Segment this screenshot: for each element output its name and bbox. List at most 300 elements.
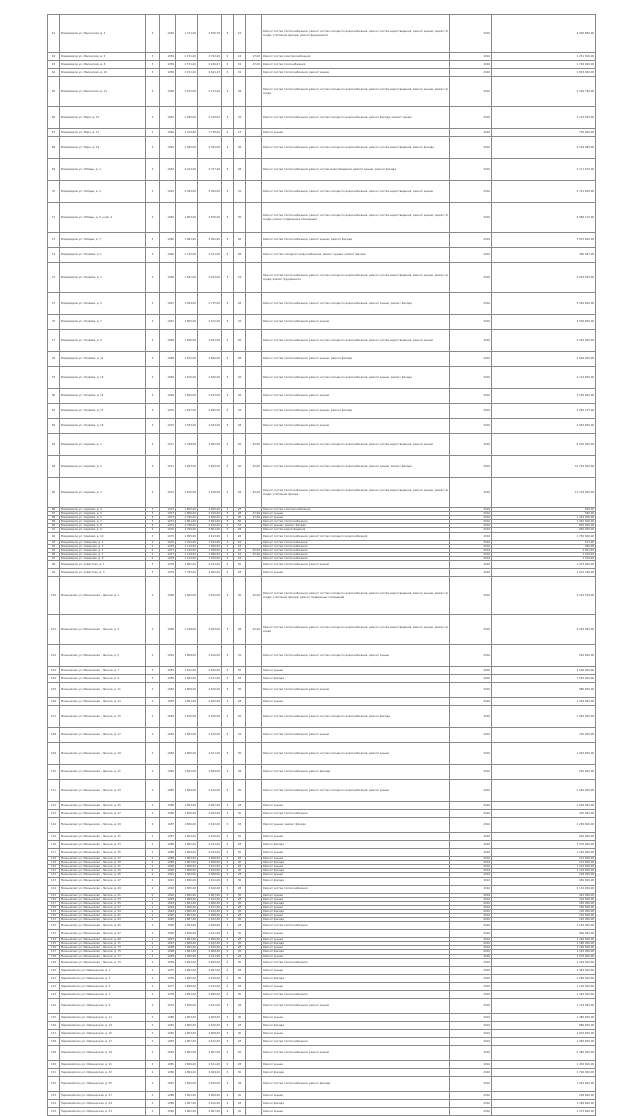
row-number: 95 [48,548,60,552]
year-cell: 1959 [160,61,176,69]
address-cell: Первомайское ул. Офицерская, д. 1 [60,966,146,974]
wear-cell [246,780,262,802]
flats-cell: 34 [234,61,246,69]
area-cell: 1 806,00 [176,869,198,873]
area-cell: 1 972,00 [176,77,198,107]
total-area-cell: 2 612,00 [198,918,222,922]
period-cell: 2016 [450,77,492,107]
row-number: 153 [48,1091,60,1099]
total-area-cell: 2 612,00 [198,780,222,802]
period-cell: 2016 [450,909,492,913]
category-cell: 2 [146,909,160,913]
address-cell: Владимиров ул. Садовая, д. 3 [60,478,146,508]
address-cell: Владимиров ул. Малинская, д. 3 [60,15,146,53]
period-cell: 2016 [450,982,492,990]
address-cell: Владимиров ул. Победы, д. 5, корп. 2 [60,203,146,233]
area-cell: 1 806,00 [176,512,198,516]
category-cell: 3 [146,248,160,263]
floors-cell: 5 [222,520,234,524]
area-cell: 1 802,00 [176,966,198,974]
category-cell: 2 [146,667,160,675]
floors-cell: 5 [222,950,234,954]
flats-cell: 32 [234,181,246,203]
row-number: 125 [48,893,60,897]
total-area-cell: 2 876,00 [198,203,222,233]
floors-cell: 5 [222,561,234,569]
wear-cell [246,1021,262,1029]
floors-cell: 5 [222,905,234,909]
row-number: 132 [48,922,60,930]
period-cell: 2016 [450,1045,492,1060]
wear-cell: 47,00 [246,516,262,520]
total-area-cell: 2 607,00 [198,966,222,974]
total-area-cell: 2 665,00 [198,434,222,456]
flats-cell: 30 [234,1107,246,1115]
floors-cell: 5 [222,389,234,404]
wear-cell [246,77,262,107]
area-cell: 1 809,00 [176,849,198,857]
area-cell: 1 805,00 [176,885,198,893]
flats-cell: 28 [234,922,246,930]
total-area-cell: 2 610,00 [198,974,222,982]
period-cell: 2016 [450,954,492,958]
period-cell: 2016 [450,1091,492,1099]
floors-cell: 5 [222,159,234,181]
category-cell: 2 [146,901,160,905]
total-area-cell: 1 738,00 [198,129,222,137]
floors-cell: 4 [222,107,234,129]
year-cell: 1984 [160,728,176,743]
table-row [48,61,596,69]
address-cell: Владимиров ул. Малинская, д. 5 [60,53,146,61]
works-cell: Ремонт крыши [262,982,450,990]
row-number: 143 [48,990,60,998]
works-cell: Ремонт систем теплоснабжения; ремонт систем холодного водоснабжения; ремонт фасада [262,706,450,728]
table-row [48,577,596,615]
floors-cell: 5 [222,577,234,615]
flats-cell: 30 [234,520,246,524]
row-number: 91 [48,528,60,532]
cost-cell: 1 550 000,00 [492,675,596,683]
total-area-cell: 1 666,00 [198,552,222,556]
period-cell: 2016 [450,810,492,818]
category-cell: 2 [146,577,160,615]
row-number: 100 [48,577,60,615]
cost-cell: 4 300 882,00 [492,15,596,53]
row-number: 85 [48,478,60,508]
cost-cell: 1 120 000,00 [492,869,596,873]
cost-cell: 6 220 000,00 [492,615,596,645]
cost-cell: 240 000,00 [492,765,596,780]
flats-cell: 30 [234,810,246,818]
year-cell: 1988 [160,849,176,857]
period-cell: 2016 [450,802,492,810]
address-cell: Мельниково ул. Мельниково - Лесное, д. 67 [60,930,146,938]
year-cell: 1966 [160,263,176,293]
row-number: 154 [48,1099,60,1107]
works-cell: Ремонт крыши [262,1091,450,1099]
total-area-cell: 2 426,67 [198,61,222,69]
flats-cell: 28 [234,77,246,107]
table-row [48,667,596,675]
table-row [48,810,596,818]
address-cell: Мельниково ул. Мельниково - Лесное, д. 65 [60,922,146,930]
row-number: 77 [48,330,60,352]
row-number: 108 [48,728,60,743]
period-cell: 2016 [450,181,492,203]
row-number: 145 [48,1013,60,1021]
cost-cell: 1 000 000,00 [492,802,596,810]
row-number: 116 [48,841,60,849]
period-cell: 2016 [450,877,492,885]
address-cell: Мельниково ул. Мельниково - Лесное, д. 37 [60,857,146,861]
floors-cell: 4 [222,544,234,548]
area-cell: 1 485,00 [176,137,198,159]
category-cell: 3 [146,516,160,520]
floors-cell: 4 [222,548,234,552]
flats-cell: 28 [234,865,246,869]
row-number: 74 [48,263,60,293]
works-cell: Ремонт систем теплоснабжения; ремонт фасада [262,765,450,780]
total-area-cell: 2 610,00 [198,869,222,873]
period-cell: 2016 [450,857,492,861]
floors-cell: 5 [222,667,234,675]
flats-cell: 28 [234,1037,246,1045]
area-cell: 1 114,00 [176,544,198,548]
row-number: 115 [48,833,60,841]
area-cell: 1 800,00 [176,810,198,818]
address-cell: Мельниково ул. Мельниково - Лесное, д. 5 [60,645,146,667]
category-cell: 3 [146,419,160,434]
cost-cell: 1 925 000,00 [492,1076,596,1091]
wear-cell [246,982,262,990]
area-cell: 1 804,00 [176,922,198,930]
works-cell: Ремонт систем теплоснабжения; ремонт систем холодного водоснабжения; ремонт крыши; ремонт фасада [262,367,450,389]
year-cell: 1975 [160,532,176,540]
flats-cell: 30 [234,974,246,982]
address-cell: Мельниково ул. Мельниково - Лесное, д. 57 [60,905,146,909]
row-number: 76 [48,315,60,330]
area-cell: 1 808,00 [176,683,198,698]
flats-cell: 30 [234,893,246,897]
works-cell: Ремонт систем теплоснабжения; ремонт систем водоотведения; ремонт крыши; ремонт фасада [262,159,450,181]
category-cell: 2 [146,897,160,901]
table-row [48,706,596,728]
row-number: 106 [48,698,60,706]
address-cell: Мельниково ул. Мельниково - Лесное, д. 49 [60,885,146,893]
works-cell: Ремонт систем теплоснабжения [262,544,450,548]
address-cell: Владимиров ул. Садовая, д. 10 [60,532,146,540]
category-cell: 2 [146,893,160,897]
table-row [48,1029,596,1037]
floors-cell: 5 [222,833,234,841]
cost-cell: 1 430 000,00 [492,698,596,706]
cost-cell: 1 145 000,00 [492,950,596,954]
row-number: 146 [48,1021,60,1029]
total-area-cell: 2 606,00 [198,352,222,367]
year-cell: 1956 [160,15,176,53]
table-row [48,419,596,434]
floors-cell: 4 [222,540,234,544]
flats-cell: 36 [234,137,246,159]
table-row [48,982,596,990]
flats-cell: 28 [234,954,246,958]
table-row [48,293,596,315]
category-cell: 2 [146,802,160,810]
address-cell: Первомайское ул. Офицерская, д. 31 [60,1107,146,1115]
cost-cell: 130 000,00 [492,909,596,913]
cost-cell: 3 507 000,00 [492,233,596,248]
works-cell: Ремонт систем теплоснабжения; ремонт крыши [262,728,450,743]
cost-cell: 3 500 000,00 [492,315,596,330]
flats-cell: 32 [234,728,246,743]
cost-cell: 248 000,00 [492,1091,596,1099]
period-cell: 2016 [450,966,492,974]
area-cell: 2 014,00 [176,159,198,181]
row-number: 89 [48,520,60,524]
wear-cell [246,958,262,966]
address-cell: Владимиров ул. Малинская, д. 11 [60,77,146,107]
table-row [48,966,596,974]
area-cell: 1 801,00 [176,990,198,998]
area-cell: 1 795,00 [176,569,198,577]
address-cell: Мельниково ул. Мельниково - Лесное, д. 41 [60,865,146,869]
year-cell: 1989 [160,1099,176,1107]
table-row [48,1068,596,1076]
period-cell: 2016 [450,897,492,901]
total-area-cell: 2 608,00 [198,1029,222,1037]
works-cell: Ремонт крыши [262,1107,450,1115]
flats-cell: 30 [234,577,246,615]
address-cell: Первомайское ул. Офицерская, д. 11 [60,1013,146,1021]
year-cell: 1972 [160,478,176,508]
period-cell: 2016 [450,1029,492,1037]
year-cell: 1970 [160,419,176,434]
floors-cell: 5 [222,675,234,683]
table-row [48,998,596,1013]
total-area-cell: 2 611,00 [198,561,222,569]
flats-cell: 30 [234,1029,246,1037]
flats-cell: 30 [234,930,246,938]
address-cell: Мельниково ул. Мельниково - Лесное, д. 75 [60,950,146,954]
period-cell: 2016 [450,918,492,922]
address-cell: Мельниково ул. Мельниково - Лесное, д. 61 [60,913,146,917]
cost-cell: 1 051,00 [492,548,596,552]
category-cell: 2 [146,998,160,1013]
works-cell: Ремонт крыши [262,857,450,861]
works-cell: Ремонт крыши [262,129,450,137]
floors-cell: 5 [222,645,234,667]
total-area-cell: 2 609,00 [198,873,222,877]
year-cell: 1982 [160,683,176,698]
works-cell: Ремонт систем теплоснабжения; ремонт систем холодного водоснабжения; ремонт крыши; ремонт фасада [262,456,450,478]
row-number: 107 [48,706,60,728]
year-cell: 1985 [160,765,176,780]
total-area-cell: 2 613,00 [198,389,222,404]
row-number: 98 [48,561,60,569]
row-number: 131 [48,918,60,922]
flats-cell: 30 [234,667,246,675]
floors-cell: 5 [222,1013,234,1021]
year-cell: 1963 [160,159,176,181]
total-area-cell: 2 611,00 [198,743,222,765]
category-cell: 3 [146,512,160,516]
category-cell: 3 [146,330,160,352]
works-cell: Ремонт фасада [262,942,450,946]
year-cell: 1989 [160,861,176,865]
flats-cell: 32 [234,107,246,129]
year-cell: 1987 [160,818,176,833]
category-cell: 2 [146,1029,160,1037]
cost-cell: 1 340 000,00 [492,990,596,998]
cost-cell: 950 000,00 [492,877,596,885]
category-cell: 2 [146,922,160,930]
cost-cell: 1 500 000,00 [492,667,596,675]
flats-cell: 30 [234,1045,246,1060]
category-cell: 2 [146,861,160,865]
address-cell: Мельниково ул. Мельниково - Лесное, д. 69 [60,938,146,942]
row-number: 93 [48,540,60,544]
category-cell: 2 [146,1013,160,1021]
category-cell: 3 [146,524,160,528]
flats-cell: 28 [234,982,246,990]
works-cell: Ремонт фасада [262,974,450,982]
year-cell: 1974 [160,520,176,524]
table-row [48,615,596,645]
total-area-cell: 2 613,00 [198,942,222,946]
area-cell: 1 803,00 [176,950,198,954]
period-cell: 2016 [450,512,492,516]
cost-cell: 1 960 000,00 [492,1037,596,1045]
category-cell: 3 [146,434,160,456]
year-cell: 1978 [160,990,176,998]
wear-cell [246,15,262,53]
year-cell: 1990 [160,869,176,873]
flats-cell: 30 [234,849,246,857]
period-cell: 2016 [450,1060,492,1068]
flats-cell: 32 [234,315,246,330]
address-cell: Мельниково ул. Мельниково - Лесное, д. 19 [60,743,146,765]
works-cell: Ремонт крыши [262,833,450,841]
flats-cell: 30 [234,861,246,865]
works-cell: Ремонт крыши [262,516,450,520]
period-cell: 2016 [450,577,492,615]
wear-cell: 42,00 [246,434,262,456]
flats-cell: 30 [234,706,246,728]
category-cell: 2 [146,1099,160,1107]
category-cell: 2 [146,780,160,802]
row-number: 70 [48,181,60,203]
area-cell: 1 806,00 [176,1060,198,1068]
works-cell: Ремонт систем теплоснабжения; ремонт крыши [262,419,450,434]
row-number: 71 [48,203,60,233]
row-number: 140 [48,966,60,974]
area-cell: 1 102,00 [176,540,198,544]
year-cell: 1976 [160,540,176,544]
row-number: 68 [48,137,60,159]
period-cell: 2016 [450,389,492,404]
row-number: 151 [48,1068,60,1076]
wear-cell [246,404,262,419]
category-cell: 2 [146,818,160,833]
year-cell: 1978 [160,561,176,569]
category-cell: 3 [146,137,160,159]
works-cell: Ремонт систем теплоснабжения; ремонт крыши; ремонт фасада [262,233,450,248]
table-row [48,181,596,203]
row-number: 117 [48,849,60,857]
wear-cell [246,419,262,434]
category-cell: 3 [146,107,160,129]
total-area-cell: 2 641,43 [198,69,222,77]
floors-cell: 5 [222,528,234,532]
cost-cell: 1 180 000,00 [492,942,596,946]
cost-cell: 2 480 000,00 [492,1045,596,1060]
wear-cell [246,645,262,667]
works-cell: Ремонт крыши; ремонт фасада [262,818,450,833]
table-row [48,743,596,765]
row-number: 155 [48,1107,60,1115]
row-number: 150 [48,1060,60,1068]
floors-cell: 5 [222,434,234,456]
wear-cell [246,1091,262,1099]
table-row [48,675,596,683]
area-cell: 1 805,00 [176,389,198,404]
wear-cell: 42,00 [246,577,262,615]
cost-cell: 1 475 000,00 [492,1107,596,1115]
category-cell: 2 [146,954,160,958]
works-cell: Ремонт систем теплоснабжения; ремонт систем холодного водоснабжения; ремонт крыши [262,645,450,667]
works-cell: Ремонт систем теплоснабжения; ремонт систем холодного водоснабжения; ремонт систем водоотведения; ремонт крыши; ремонт фасада; утепление фасада [262,478,450,508]
wear-cell [246,966,262,974]
total-area-cell: 2 613,00 [198,982,222,990]
year-cell: 1995 [160,918,176,922]
period-cell: 2016 [450,841,492,849]
flats-cell: 28 [234,873,246,877]
address-cell: Владимиров ул. Северная, д. 5 [60,548,146,552]
row-number: 113 [48,810,60,818]
address-cell: Владимиров ул. Садовая, д. 6 [60,516,146,520]
address-cell: Владимиров ул. Победы, д. 3 [60,181,146,203]
row-number: 136 [48,946,60,950]
works-cell: Ремонт фасада [262,950,450,954]
wear-cell [246,352,262,367]
total-area-cell: 2 609,00 [198,922,222,930]
floors-cell: 5 [222,1037,234,1045]
row-number: 119 [48,861,60,865]
floors-cell: 4 [222,129,234,137]
floors-cell: 5 [222,404,234,419]
row-number: 84 [48,456,60,478]
flats-cell: 30 [234,1091,246,1099]
category-cell: 3 [146,77,160,107]
floors-cell: 5 [222,456,234,478]
works-cell: Ремонт систем теплоснабжения [262,958,450,966]
row-number: 114 [48,818,60,833]
row-number: 86 [48,508,60,512]
area-cell: 1 802,00 [176,508,198,512]
row-number: 65 [48,77,60,107]
floors-cell: 5 [222,861,234,865]
floors-cell: 5 [222,954,234,958]
floors-cell: 5 [222,930,234,938]
year-cell: 1974 [160,524,176,528]
address-cell: Владимиров ул. Северная, д. 1 [60,540,146,544]
floors-cell: 5 [222,478,234,508]
cost-cell: 1 370 000,00 [492,841,596,849]
floors-cell: 5 [222,61,234,69]
wear-cell [246,743,262,765]
period-cell: 2016 [450,528,492,532]
